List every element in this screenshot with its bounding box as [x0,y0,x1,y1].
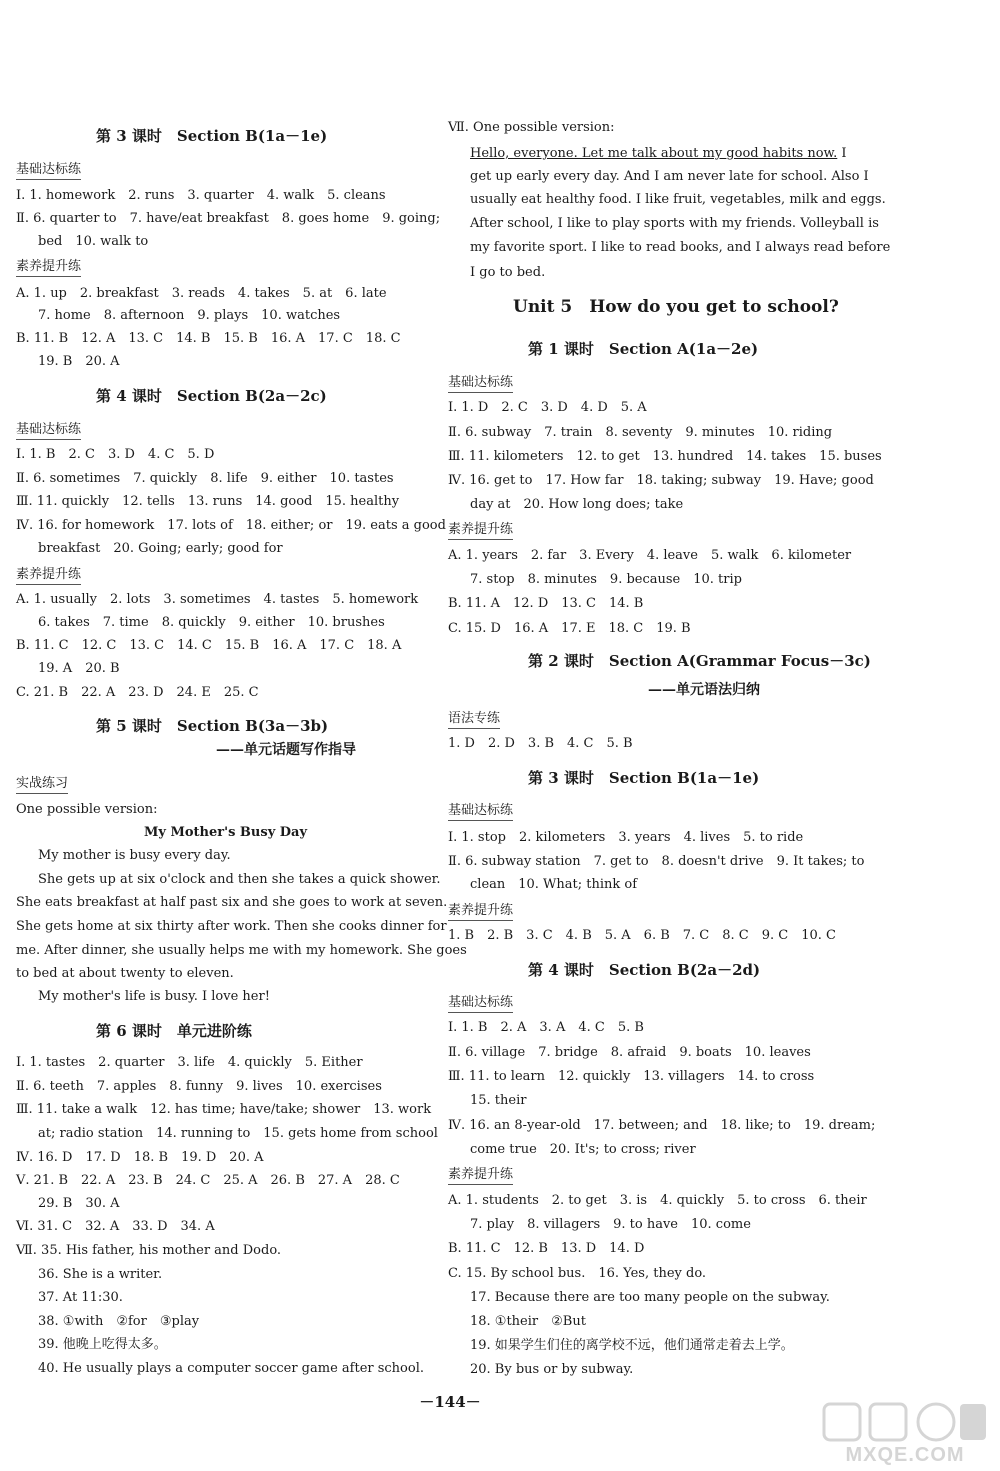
answer-line: Ⅱ. 6. sometimes 7. quickly 8. life 9. either 10. tastes [16,471,394,486]
answer-line: Ⅱ. 6. subway station 7. get to 8. doesn't drive 9. It takes; to [448,854,865,869]
answer-line: 7. play 8. villagers 9. to have 10. come [470,1217,751,1232]
answer-line: Ⅶ. 35. His father, his mother and Dodo. [16,1243,282,1258]
answer-line: She gets home at six thirty after work. Then she cooks dinner for [16,919,447,934]
answer-line: my favorite sport. I like to read books, and I always read before [470,240,891,255]
lesson-subheading: ——单元语法归纳 [648,682,760,698]
answer-line: Ⅰ. 1. stop 2. kilometers 3. years 4. lives 5. to ride [448,830,804,845]
answer-line: come true 20. It's; to cross; river [470,1142,696,1157]
section-tag: 基础达标练 [16,162,81,180]
answer-line: A. 1. years 2. far 3. Every 4. leave 5. walk 6. kilometer [448,548,852,563]
answer-line: Ⅰ. 1. D 2. C 3. D 4. D 5. A [448,400,647,415]
answer-line: Ⅰ. 1. B 2. C 3. D 4. C 5. D [16,447,215,462]
answer-line: Ⅱ. 6. village 7. bridge 8. afraid 9. boats 10. leaves [448,1045,811,1060]
answer-line: One possible version: [16,802,158,817]
answer-line: Ⅱ. 6. subway 7. train 8. seventy 9. minutes 10. riding [448,425,833,440]
watermark-text: MXQE.COM [845,1444,965,1466]
watermark-logo [820,1400,990,1468]
answer-line: Ⅳ. 16. an 8-year-old 17. between; and 18. like; to 19. dream; [448,1118,876,1133]
answer-line: A. 1. up 2. breakfast 3. reads 4. takes 5. at 6. late [16,286,387,301]
answer-line: B. 11. C 12. B 13. D 14. D [448,1241,645,1256]
answer-line: 40. He usually plays a computer soccer game after school. [38,1361,425,1376]
essay-title: My Mother's Busy Day [144,825,308,840]
answer-line: to bed at about twenty to eleven. [16,966,234,981]
answer-line: Ⅳ. 16. get to 17. How far 18. taking; subway 19. Have; good [448,473,874,488]
section-tag: 素养提升练 [16,259,81,277]
answer-line: C. 15. D 16. A 17. E 18. C 19. B [448,621,691,636]
answer-line: Ⅶ. One possible version: [448,120,615,135]
answer-line: 19. B 20. A [38,354,120,369]
answer-line: Ⅱ. 6. teeth 7. apples 8. funny 9. lives 10. exercises [16,1079,382,1094]
answer-line: She gets up at six o'clock and then she takes a quick shower. [38,872,441,887]
answer-line: B. 11. B 12. A 13. C 14. B 15. B 16. A 17. C 18. C [16,331,401,346]
section-tag: 素养提升练 [448,1167,513,1185]
answer-line: My mother's life is busy. I love her! [38,989,270,1004]
section-tag: 素养提升练 [16,567,81,585]
section-tag: 基础达标练 [16,422,81,440]
answer-line: 18. ①their ②But [470,1314,586,1329]
section-tag: 基础达标练 [448,995,513,1013]
answer-line: C. 15. By school bus. 16. Yes, they do. [448,1266,707,1281]
lesson-heading: 第 2 课时 Section A(Grammar Focus－3c) [528,652,871,670]
answer-line: 1. B 2. B 3. C 4. B 5. A 6. B 7. C 8. C 9. C 10. C [448,928,836,943]
answer-line: 19. 如果学生们住的离学校不远，他们通常走着去上学。 [470,1338,794,1353]
section-tag: 基础达标练 [448,375,513,393]
lesson-heading: 第 3 课时 Section B(1a－1e) [96,127,328,145]
watermark-icon [820,1400,990,1444]
answer-line: Ⅳ. 16. D 17. D 18. B 19. D 20. A [16,1150,264,1165]
answer-line: 15. their [470,1093,527,1108]
answer-line: 7. home 8. afternoon 9. plays 10. watches [38,308,341,323]
answer-line: Ⅴ. 21. B 22. A 23. B 24. C 25. A 26. B 27. A 28. C [16,1173,400,1188]
answer-line: breakfast 20. Going; early; good for [38,541,283,556]
underlined-sentence: Hello, everyone. Let me talk about my good habits now. [470,146,838,161]
unit-title: Unit 5 How do you get to school? [513,297,839,317]
section-tag: 实战练习 [16,776,68,794]
lesson-heading: 第 5 课时 Section B(3a－3b) [96,717,329,735]
answer-line: Hello, everyone. Let me talk about my good habits now. I [470,146,847,161]
lesson-heading: 第 4 课时 Section B(2a－2d) [528,961,761,979]
answer-line: 1. D 2. D 3. B 4. C 5. B [448,736,633,751]
answer-line: 7. stop 8. minutes 9. because 10. trip [470,572,742,587]
answer-line: Ⅵ. 31. C 32. A 33. D 34. A [16,1219,215,1234]
answer-line: 19. A 20. B [38,661,120,676]
answer-line: 37. At 11:30. [38,1290,123,1305]
answer-line: 20. By bus or by subway. [470,1362,634,1377]
answer-line: Ⅲ. 11. to learn 12. quickly 13. villagers 14. to cross [448,1069,815,1084]
answer-line: at; radio station 14. running to 15. gets home from school [38,1126,438,1141]
answer-line: My mother is busy every day. [38,848,231,863]
answer-line: A. 1. usually 2. lots 3. sometimes 4. tastes 5. homework [16,592,419,607]
answer-line: usually eat healthy food. I like fruit, vegetables, milk and eggs. [470,192,886,207]
answer-line: Ⅰ. 1. B 2. A 3. A 4. C 5. B [448,1020,644,1035]
lesson-heading: 第 4 课时 Section B(2a－2c) [96,387,327,405]
answer-line: I go to bed. [470,265,546,280]
answer-line: Ⅰ. 1. homework 2. runs 3. quarter 4. walk 5. cleans [16,188,386,203]
answer-line: She eats breakfast at half past six and she goes to work at seven. [16,895,448,910]
answer-line: me. After dinner, she usually helps me with my homework. She goes [16,943,467,958]
answer-line: day at 20. How long does; take [470,497,684,512]
answer-line: Ⅰ. 1. tastes 2. quarter 3. life 4. quickly 5. Either [16,1055,363,1070]
page-number: －144－ [419,1393,481,1411]
answer-line: Ⅲ. 11. take a walk 12. has time; have/take; shower 13. work [16,1102,432,1117]
answer-line: A. 1. students 2. to get 3. is 4. quickly 5. to cross 6. their [448,1193,867,1208]
answer-line: Ⅱ. 6. quarter to 7. have/eat breakfast 8. goes home 9. going; [16,211,441,226]
answer-line: 6. takes 7. time 8. quickly 9. either 10. brushes [38,615,385,630]
section-tag: 基础达标练 [448,803,513,821]
answer-line: B. 11. C 12. C 13. C 14. C 15. B 16. A 17. C 18. A [16,638,402,653]
answer-line: 29. B 30. A [38,1196,120,1211]
section-tag: 语法专练 [448,711,500,729]
answer-line: B. 11. A 12. D 13. C 14. B [448,596,644,611]
lesson-subheading: ——单元话题写作指导 [216,742,356,758]
lesson-heading: 第 6 课时 单元进阶练 [96,1022,252,1040]
section-tag: 素养提升练 [448,522,513,540]
answer-line: 17. Because there are too many people on the subway. [470,1290,830,1305]
lesson-heading: 第 3 课时 Section B(1a－1e) [528,769,760,787]
answer-line: C. 21. B 22. A 23. D 24. E 25. C [16,685,259,700]
section-tag: 素养提升练 [448,903,513,921]
answer-line: 36. She is a writer. [38,1267,163,1282]
answer-line: Ⅳ. 16. for homework 17. lots of 18. either; or 19. eats a good [16,518,446,533]
answer-line: clean 10. What; think of [470,877,638,892]
answer-line: After school, I like to play sports with my friends. Volleyball is [470,216,879,231]
answer-line: get up early every day. And I am never late for school. Also I [470,169,869,184]
lesson-heading: 第 1 课时 Section A(1a－2e) [528,340,759,358]
answer-line: Ⅲ. 11. quickly 12. tells 13. runs 14. good 15. healthy [16,494,400,509]
answer-line: Ⅲ. 11. kilometers 12. to get 13. hundred 14. takes 15. buses [448,449,882,464]
answer-line: bed 10. walk to [38,234,149,249]
answer-line: 39. 他晚上吃得太多。 [38,1337,167,1352]
answer-line: 38. ①with ②for ③play [38,1314,200,1329]
